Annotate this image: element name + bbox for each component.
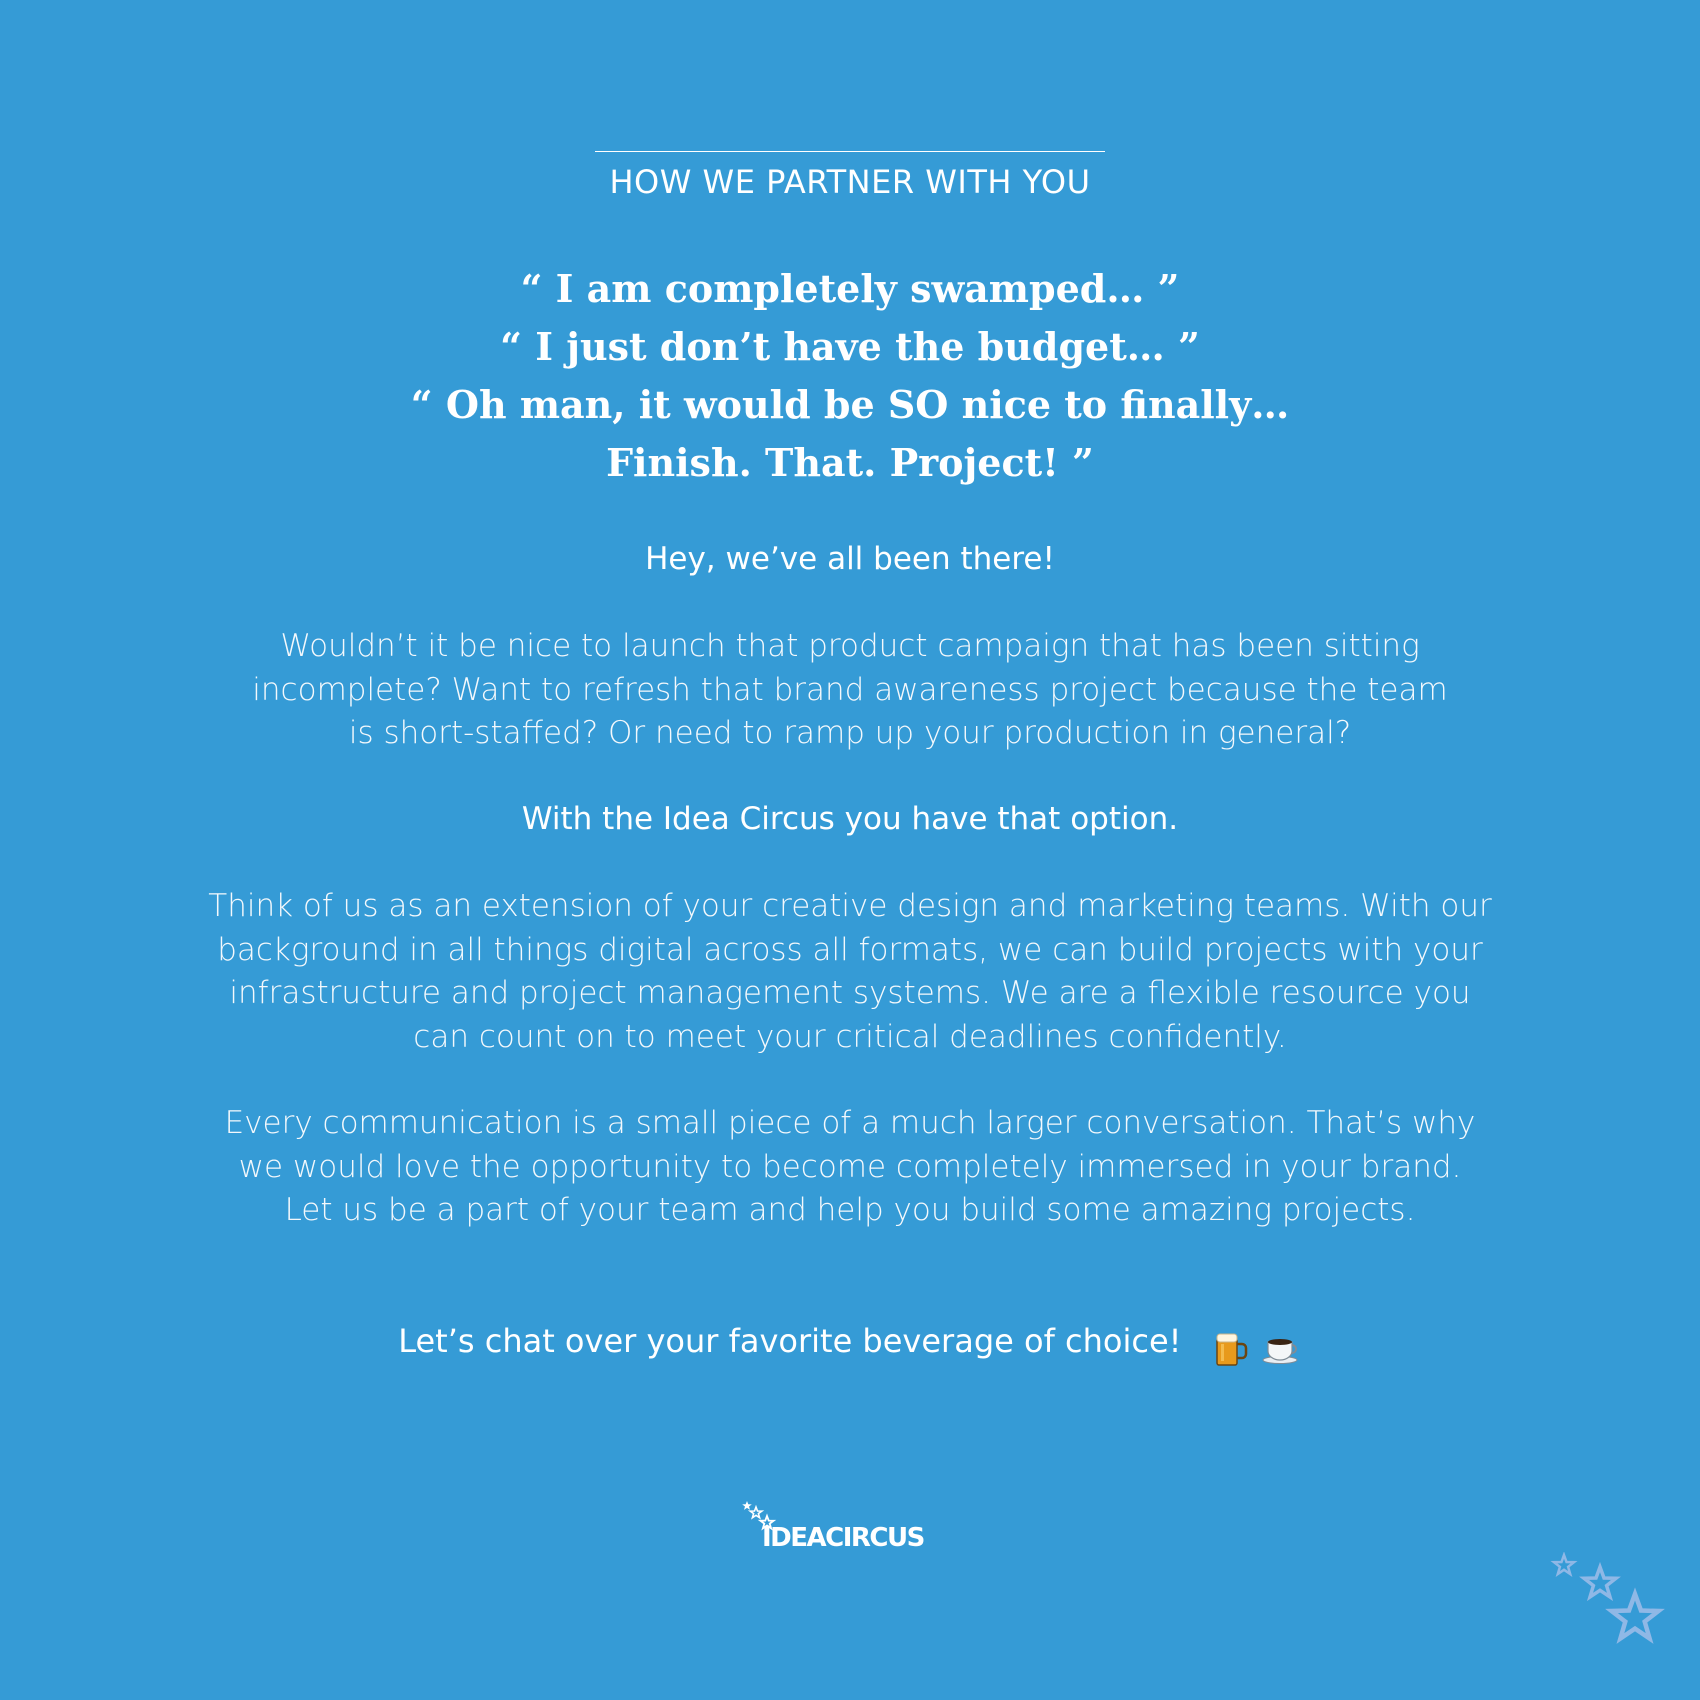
quote-line: “ I am completely swamped… ” (520, 266, 1180, 311)
paragraph-line: is short-staffed? Or need to ramp up your production in general? (348, 715, 1352, 751)
quote-line: “ I just don’t have the budget… ” (500, 324, 1200, 369)
paragraph-line: incomplete? Want to refresh that brand awareness project because the team (252, 671, 1448, 708)
paragraph-intro (0, 625, 1700, 756)
paragraph-line: background in all things digital across all formats, we can build projects with your (217, 931, 1483, 968)
paragraph-line: Let us be a part of your team and help you build some amazing projects. (284, 1192, 1416, 1228)
quote-line: “ Oh man, it would be SO nice to finally… (410, 382, 1290, 427)
paragraph-extension (0, 885, 1700, 1059)
section-heading: HOW WE PARTNER WITH YOU (609, 163, 1091, 201)
coffee-cup-icon (1262, 1334, 1302, 1364)
beer-mug-icon (1214, 1330, 1248, 1368)
call-to-action (0, 1319, 1700, 1369)
paragraph-line: Think of us as an extension of your creative design and marketing teams. With our (208, 888, 1492, 924)
paragraph-line: Wouldn’t it be nice to launch that product campaign that has been sitting (280, 628, 1420, 664)
ideacircus-logo (742, 1500, 952, 1560)
lead-statement: With the Idea Circus you have that option. (521, 801, 1179, 837)
paragraph-line: infrastructure and project management systems. We are a flexible resource you (229, 975, 1471, 1011)
paragraph-line: can count on to meet your critical deadlines confidently. (413, 1018, 1287, 1055)
lead-statement: Hey, we’ve all been there! (645, 541, 1055, 577)
paragraph-line: we would love the opportunity to become completely immersed in your brand. (238, 1148, 1462, 1185)
paragraph-communication (0, 1102, 1700, 1233)
paragraph-line: Every communication is a small piece of a much larger conversation. That’s why (224, 1105, 1476, 1141)
quote-line: Finish. That. Project! ” (606, 440, 1094, 485)
logo-wordmark: IDEACIRCUS (762, 1523, 924, 1553)
header-divider (595, 151, 1105, 152)
cta-text: Let’s chat over your favorite beverage of choice! (398, 1322, 1182, 1360)
quote-block (0, 260, 1700, 492)
beverage-icons (1214, 1325, 1302, 1369)
stars-outline-icon (1548, 1552, 1668, 1672)
